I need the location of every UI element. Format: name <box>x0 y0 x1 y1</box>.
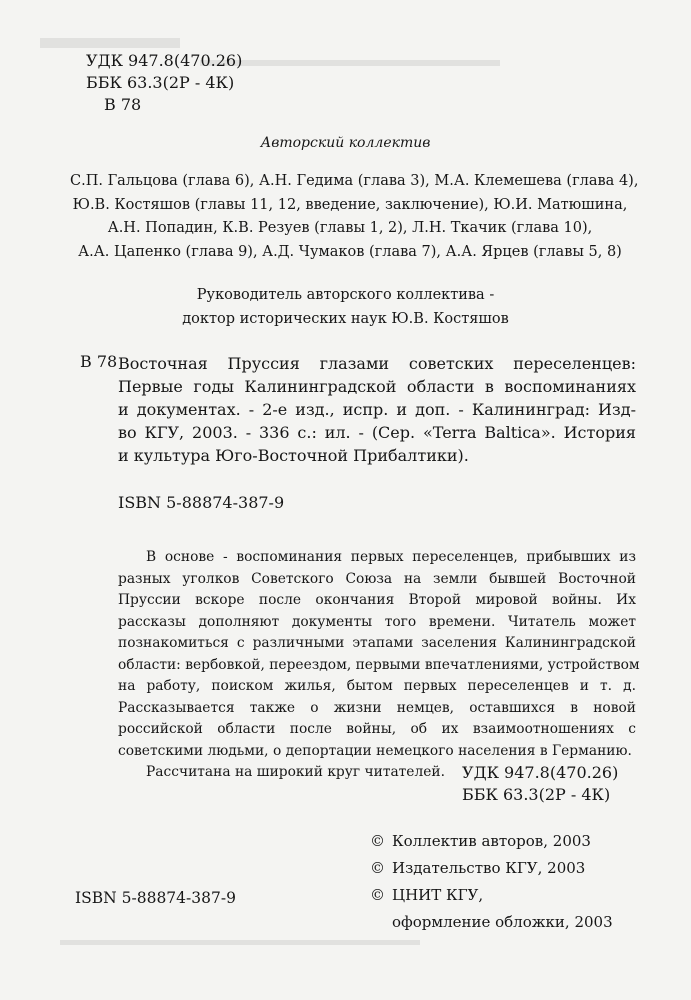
leader-line: Руководитель авторского коллектива - <box>196 287 495 303</box>
abstract-line: Рассказывается также о жизни немцев, оставшихся в новой <box>118 699 636 716</box>
authors-line: А.Н. Попадин, К.В. Резуев (главы 1, 2), Л.Н. Ткачик (глава 10), <box>107 220 593 236</box>
abstract-line: советскими людьми, о депортации немецкого населения в Германию. <box>118 742 632 759</box>
copyright-text: Издательство КГУ, 2003 <box>392 859 586 877</box>
authors-line: С.П. Гальцова (глава 6), А.Н. Гедима (глава 3), М.А. Клемешева (глава 4), <box>70 173 639 189</box>
abstract-line: области: вербовкой, переездом, первыми впечатлениями, устройством <box>118 656 640 673</box>
isbn-description: ISBN 5-88874-387-9 <box>118 493 285 512</box>
bibliographic-author-sign: В 78 <box>80 352 118 371</box>
abstract-line: рассказы дополняют документы того времени. Читатель может <box>118 613 636 630</box>
scan-smudge <box>200 60 500 66</box>
copyright-symbol: © <box>370 859 385 877</box>
authors-line: Ю.В. Костяшов (главы 11, 12, введение, заключение), Ю.И. Матюшина, <box>72 196 628 213</box>
bib-line: Восточная Пруссия глазами советских переселенцев: <box>118 354 636 373</box>
abstract-line: В основе - воспоминания первых переселенцев, прибывших из <box>146 549 636 565</box>
author-sign: В 78 <box>104 95 142 114</box>
authors-list <box>70 170 639 264</box>
abstract <box>118 547 640 784</box>
leader-line: доктор исторических наук Ю.В. Костяшов <box>182 311 509 327</box>
copyright-symbol: © <box>370 832 385 850</box>
bib-line: и культура Юго-Восточной Прибалтики). <box>118 446 469 465</box>
copyright-row <box>370 882 613 909</box>
abstract-line: Рассчитана на широкий круг читателей. <box>146 764 445 780</box>
udk-code: УДК 947.8(470.26) <box>462 763 619 782</box>
copyright-text: Коллектив авторов, 2003 <box>392 832 591 850</box>
scan-smudge <box>40 38 180 48</box>
copyright-text: оформление обложки, 2003 <box>392 913 613 931</box>
bib-line: и документах. - 2-е изд., испр. и доп. - Калининград: Изд- <box>118 400 636 419</box>
bibliographic-description <box>118 352 636 467</box>
bib-line: во КГУ, 2003. - 336 с.: ил. - (Сер. «Terra Baltica». История <box>118 423 636 442</box>
abstract-line: на работу, поиском жилья, бытом первых переселенцев и т. д. <box>118 678 636 694</box>
authors-heading: Авторский коллектив <box>260 135 431 151</box>
copyright-row <box>370 828 613 855</box>
udk-code: УДК 947.8(470.26) <box>86 51 243 70</box>
classification-codes-top <box>86 50 242 116</box>
abstract-line: российской области после войны, об их взаимоотношениях с <box>118 721 636 737</box>
abstract-line: познакомиться с различными этапами заселения Калининградской <box>118 635 636 651</box>
copyright-block <box>370 828 613 936</box>
abstract-line: Пруссии вскоре после окончания Второй мировой войны. Их <box>118 592 636 608</box>
authors-line: А.А. Цапенко (глава 9), А.Д. Чумаков (глава 7), А.А. Ярцев (главы 5, 8) <box>78 243 622 260</box>
copyright-row <box>370 855 613 882</box>
bbk-code: ББК 63.3(2Р - 4К) <box>86 73 235 92</box>
copyright-text: ЦНИТ КГУ, <box>392 886 484 904</box>
scan-smudge <box>60 940 420 945</box>
copyright-symbol: © <box>370 886 385 904</box>
abstract-line: разных уголков Советского Союза на земли бывшей Восточной <box>118 570 636 587</box>
bbk-code: ББК 63.3(2Р - 4К) <box>462 785 611 804</box>
isbn-bottom: ISBN 5-88874-387-9 <box>75 889 236 907</box>
bib-line: Первые годы Калининградской области в воспоминаниях <box>118 377 636 396</box>
collective-leader <box>0 283 691 331</box>
classification-codes-bottom <box>462 762 618 806</box>
